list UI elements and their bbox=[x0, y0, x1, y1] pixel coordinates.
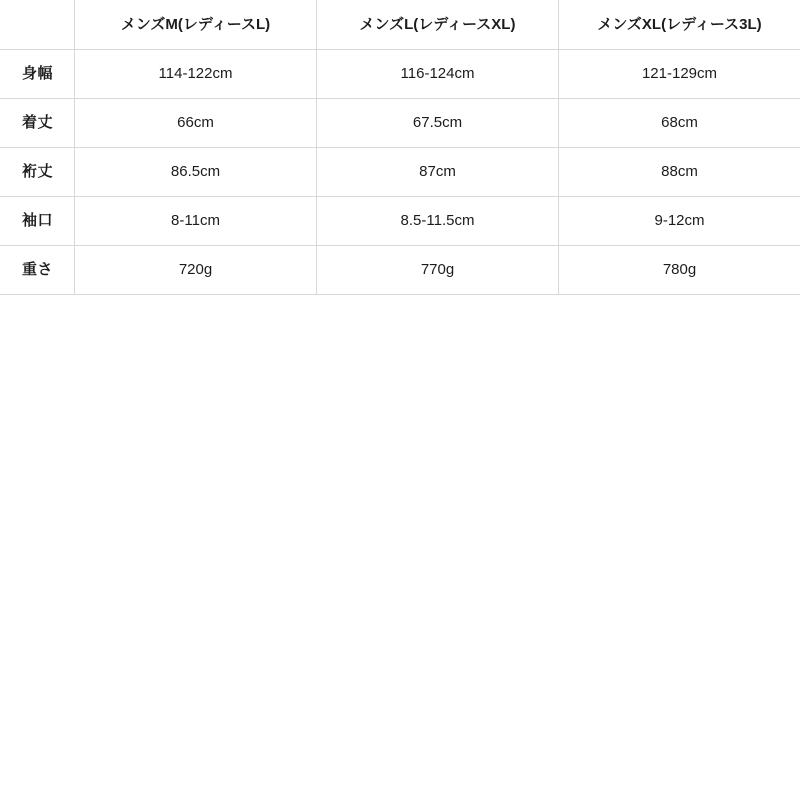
cell-weight-mens-l: 770g bbox=[317, 246, 559, 295]
cell-cuff-mens-m: 8-11cm bbox=[75, 197, 317, 246]
cell-sleeve-length-mens-m: 86.5cm bbox=[75, 148, 317, 197]
table-corner-cell bbox=[1, 1, 75, 50]
size-table bbox=[0, 0, 800, 295]
table-row bbox=[1, 246, 800, 295]
cell-cuff-mens-xl: 9-12cm bbox=[559, 197, 800, 246]
row-label-cuff: 袖口 bbox=[1, 197, 75, 246]
row-label-sleeve-length: 裄丈 bbox=[1, 148, 75, 197]
cell-body-width-mens-m: 114-122cm bbox=[75, 50, 317, 99]
row-label-length: 着丈 bbox=[1, 99, 75, 148]
row-label-weight: 重さ bbox=[1, 246, 75, 295]
table-row bbox=[1, 99, 800, 148]
cell-body-width-mens-xl: 121-129cm bbox=[559, 50, 800, 99]
table-row bbox=[1, 50, 800, 99]
cell-sleeve-length-mens-l: 87cm bbox=[317, 148, 559, 197]
row-label-body-width: 身幅 bbox=[1, 50, 75, 99]
table-row bbox=[1, 197, 800, 246]
cell-sleeve-length-mens-xl: 88cm bbox=[559, 148, 800, 197]
cell-cuff-mens-l: 8.5-11.5cm bbox=[317, 197, 559, 246]
table-header bbox=[1, 1, 800, 50]
cell-weight-mens-m: 720g bbox=[75, 246, 317, 295]
column-header-mens-l: メンズL(レディースXL) bbox=[317, 1, 559, 50]
cell-length-mens-l: 67.5cm bbox=[317, 99, 559, 148]
cell-length-mens-m: 66cm bbox=[75, 99, 317, 148]
cell-body-width-mens-l: 116-124cm bbox=[317, 50, 559, 99]
cell-weight-mens-xl: 780g bbox=[559, 246, 800, 295]
cell-length-mens-xl: 68cm bbox=[559, 99, 800, 148]
table-header-row bbox=[1, 1, 800, 50]
table-row bbox=[1, 148, 800, 197]
table-body bbox=[1, 50, 800, 295]
column-header-mens-m: メンズM(レディースL) bbox=[75, 1, 317, 50]
column-header-mens-xl: メンズXL(レディース3L) bbox=[559, 1, 800, 50]
